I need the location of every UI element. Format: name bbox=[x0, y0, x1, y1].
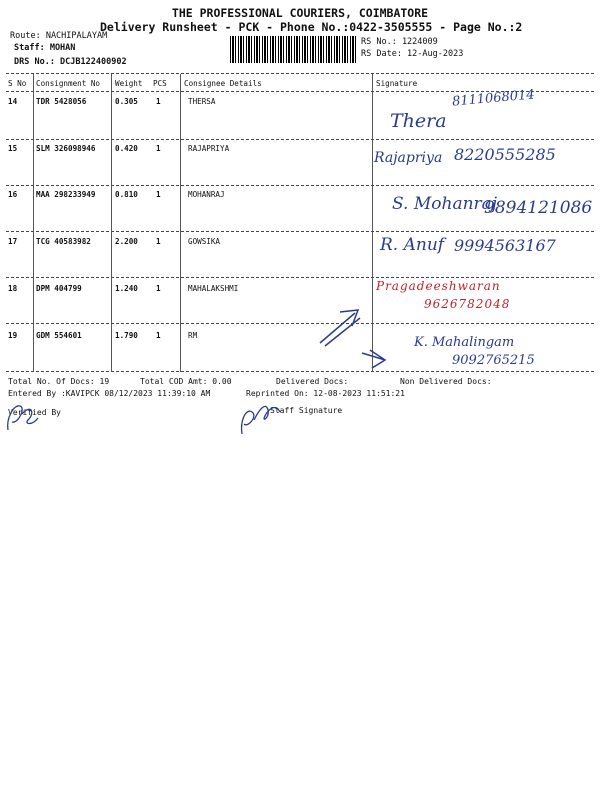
handwritten-arrow-scribble bbox=[300, 298, 390, 373]
row-pcs: 1 bbox=[156, 144, 161, 153]
row-weight: 0.420 bbox=[115, 144, 138, 153]
col-header-pcs: PCS bbox=[153, 79, 167, 88]
row-rule bbox=[6, 231, 594, 232]
row-rule bbox=[6, 277, 594, 278]
signature-phone: 8220555285 bbox=[454, 145, 556, 164]
col-header-weight: Weight bbox=[115, 79, 143, 88]
signature-phone: 9626782048 bbox=[424, 297, 511, 311]
row-consignee: RM bbox=[188, 331, 198, 340]
rs-number: RS No.: 1224009 bbox=[361, 37, 438, 47]
staff-signature-scribble bbox=[236, 394, 286, 436]
verifier-signature-scribble bbox=[2, 394, 42, 434]
row-rule bbox=[6, 139, 594, 140]
row-pcs: 1 bbox=[156, 284, 161, 293]
row-pcs: 1 bbox=[156, 190, 161, 199]
reprinted-on: Reprinted On: 12-08-2023 11:51:21 bbox=[246, 389, 405, 398]
company-title: THE PROFESSIONAL COURIERS, COIMBATORE bbox=[171, 6, 429, 20]
drs-number: DRS No.: DCJB122400902 bbox=[14, 57, 127, 67]
rs-date: RS Date: 12-Aug-2023 bbox=[361, 49, 464, 59]
row-sno: 16 bbox=[8, 190, 18, 199]
row-weight: 2.200 bbox=[115, 237, 138, 246]
signature-phone: 8111068014 bbox=[451, 87, 536, 110]
row-weight: 1.790 bbox=[115, 331, 138, 340]
signature-name: Pragadeeshwaran bbox=[376, 279, 501, 293]
row-sno: 17 bbox=[8, 237, 18, 246]
non-delivered-docs: Non Delivered Docs: bbox=[400, 377, 492, 386]
signature-phone: 9092765215 bbox=[452, 353, 535, 368]
row-consignment: TCG 40583982 bbox=[36, 237, 91, 246]
col-header-sno: S No bbox=[8, 79, 27, 88]
delivered-docs: Delivered Docs: bbox=[276, 377, 349, 386]
runsheet-title: Delivery Runsheet - PCK - Phone No.:0422-3505555 - Page No.:2 bbox=[100, 20, 523, 34]
row-consignee: GOWSIKA bbox=[188, 237, 221, 246]
signature-name: S. Mohanraj bbox=[392, 194, 498, 214]
entered-by: Entered By :KAVIPCK 08/12/2023 11:39:10 AM bbox=[8, 389, 211, 398]
column-divider bbox=[180, 74, 181, 372]
signature-name: Rajapriya bbox=[374, 150, 443, 166]
col-header-consignment: Consignment No bbox=[36, 79, 101, 88]
total-docs: Total No. Of Docs: 19 bbox=[8, 377, 110, 386]
signature-name: K. Mahalingam bbox=[414, 335, 515, 350]
verified-by-label: Verified By bbox=[8, 408, 61, 417]
table-top-rule bbox=[6, 73, 594, 74]
row-pcs: 1 bbox=[156, 237, 161, 246]
row-consignment: MAA 298233949 bbox=[36, 190, 96, 199]
total-cod: Total COD Amt: 0.00 bbox=[140, 377, 232, 386]
row-sno: 15 bbox=[8, 144, 18, 153]
row-consignee: THERSA bbox=[188, 97, 216, 106]
row-pcs: 1 bbox=[156, 97, 161, 106]
row-pcs: 1 bbox=[156, 331, 161, 340]
signature-name: Thera bbox=[390, 110, 447, 132]
row-consignment: TDR 5428056 bbox=[36, 97, 87, 106]
staff-label: Staff: MOHAN bbox=[14, 43, 76, 53]
signature-phone: 9894121086 bbox=[484, 198, 593, 218]
row-consignee: MAHALAKSHMI bbox=[188, 284, 239, 293]
column-divider bbox=[33, 74, 34, 372]
row-consignment: DPM 404799 bbox=[36, 284, 82, 293]
staff-signature-label: Staff Signature bbox=[270, 406, 343, 415]
column-divider bbox=[111, 74, 112, 372]
row-consignee: RAJAPRIYA bbox=[188, 144, 230, 153]
col-header-consignee: Consignee Details bbox=[184, 79, 262, 88]
row-weight: 0.810 bbox=[115, 190, 138, 199]
row-sno: 19 bbox=[8, 331, 18, 340]
signature-name: R. Anuf bbox=[380, 235, 445, 255]
row-consignment: SLM 326098946 bbox=[36, 144, 96, 153]
row-weight: 0.305 bbox=[115, 97, 138, 106]
signature-phone: 9994563167 bbox=[454, 236, 556, 255]
row-sno: 14 bbox=[8, 97, 18, 106]
row-consignee: MOHANRAJ bbox=[188, 190, 225, 199]
row-consignment: GDM 554601 bbox=[36, 331, 82, 340]
route-label: Route: NACHIPALAYAM bbox=[10, 31, 108, 41]
col-header-signature: Signature bbox=[376, 79, 418, 88]
barcode bbox=[230, 36, 356, 63]
row-rule bbox=[6, 185, 594, 186]
row-sno: 18 bbox=[8, 284, 18, 293]
row-weight: 1.240 bbox=[115, 284, 138, 293]
